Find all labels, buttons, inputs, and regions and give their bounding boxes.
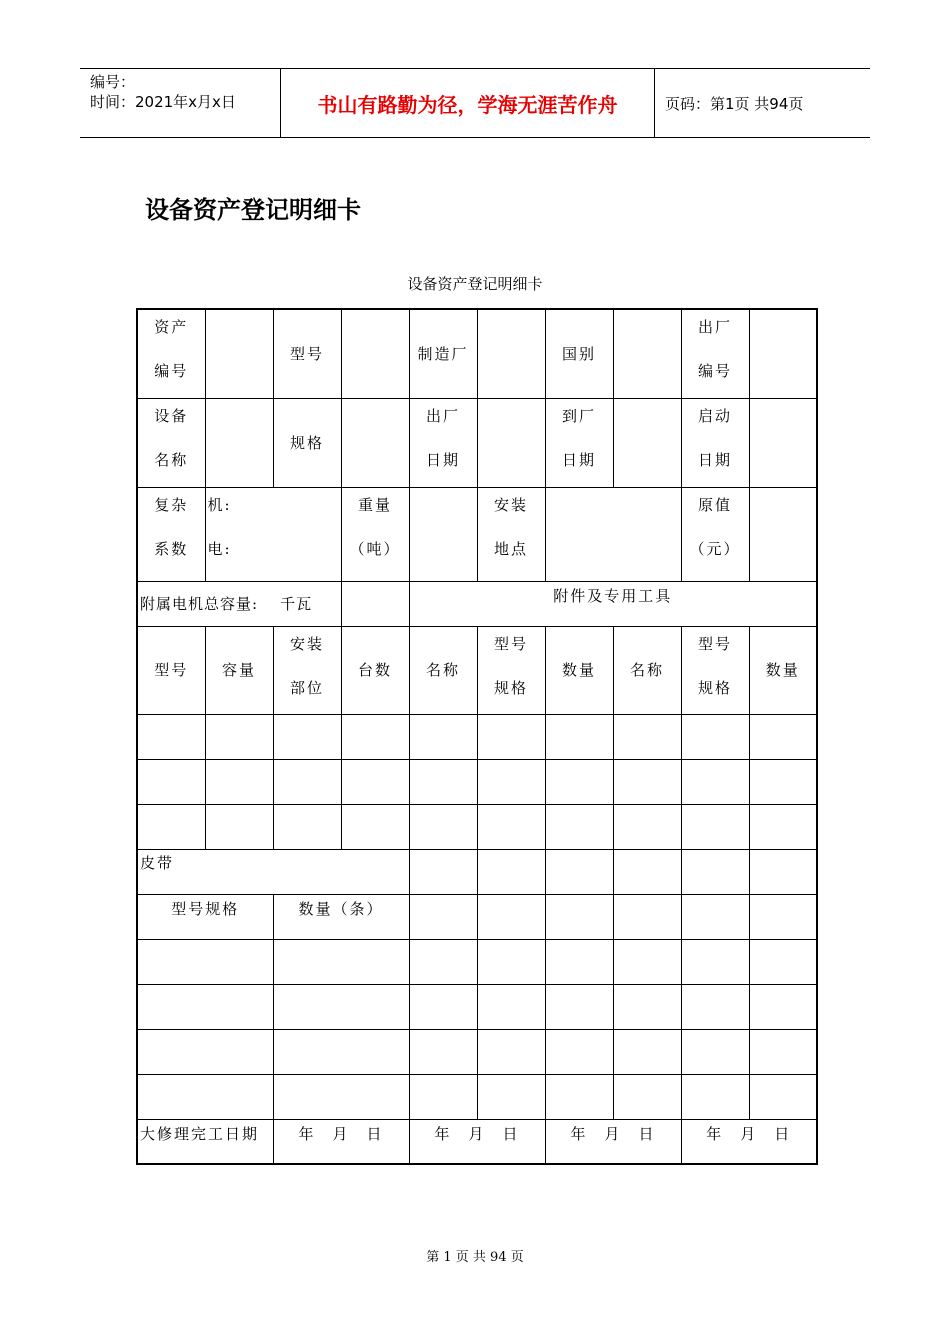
- table-row: [137, 759, 817, 804]
- cell[interactable]: [273, 984, 409, 1029]
- complexity-label: 复杂 系数: [137, 487, 205, 581]
- time-label: 时间：2021年x月x日: [90, 93, 236, 111]
- cell[interactable]: [409, 1074, 477, 1119]
- weight-value[interactable]: [409, 487, 477, 581]
- cell[interactable]: [409, 714, 477, 759]
- overhaul-date-1[interactable]: 年 月 日: [273, 1119, 409, 1164]
- number-label: 编号：: [90, 73, 136, 91]
- col-qty-a: 数量: [545, 626, 613, 714]
- mech-label: 机:: [207, 495, 232, 514]
- cell[interactable]: [749, 1074, 817, 1119]
- cell[interactable]: [477, 714, 545, 759]
- cell[interactable]: [613, 759, 681, 804]
- cell[interactable]: [273, 1029, 409, 1074]
- cell[interactable]: [545, 1074, 613, 1119]
- cell[interactable]: [477, 939, 545, 984]
- cell[interactable]: [477, 804, 545, 849]
- cell[interactable]: [681, 939, 749, 984]
- cell[interactable]: [409, 759, 477, 804]
- header-page-info: 页码：第1页 共94页: [665, 94, 804, 113]
- col-capacity: 容量: [205, 626, 273, 714]
- overhaul-date-4[interactable]: 年 月 日: [681, 1119, 817, 1164]
- location-value[interactable]: [545, 487, 681, 581]
- cell[interactable]: [545, 714, 613, 759]
- cell[interactable]: [613, 939, 681, 984]
- cell[interactable]: [341, 714, 409, 759]
- complexity-value[interactable]: [205, 487, 341, 581]
- belt-qty-header: 数量（条）: [273, 894, 409, 939]
- cell[interactable]: [477, 759, 545, 804]
- belt-label: 皮带: [137, 849, 409, 894]
- cell[interactable]: [613, 804, 681, 849]
- equip-name-value[interactable]: [205, 398, 273, 487]
- cell[interactable]: [205, 714, 273, 759]
- cell[interactable]: [681, 1029, 749, 1074]
- col-name-a: 名称: [409, 626, 477, 714]
- table-row: [137, 1074, 817, 1119]
- table-row: [137, 894, 817, 939]
- table-row: [137, 309, 817, 398]
- ship-date-label: 出厂 日期: [409, 398, 477, 487]
- cell[interactable]: [613, 894, 681, 939]
- cell[interactable]: [477, 894, 545, 939]
- header-motto: 书山有路勤为径，学海无涯苦作舟: [281, 69, 655, 137]
- equip-name-label: 设备 名称: [137, 398, 205, 487]
- col-count: 台数: [341, 626, 409, 714]
- cell[interactable]: [477, 849, 545, 894]
- table-row: [137, 939, 817, 984]
- cell[interactable]: [681, 849, 749, 894]
- factory-no-value[interactable]: [749, 309, 817, 398]
- table-row: [137, 487, 817, 581]
- cell[interactable]: [545, 1029, 613, 1074]
- cell[interactable]: [681, 804, 749, 849]
- spec-label: 规格: [273, 398, 341, 487]
- cell[interactable]: [545, 804, 613, 849]
- asset-no-value[interactable]: [205, 309, 273, 398]
- page-footer: 第 1 页 共 94 页: [426, 1250, 524, 1265]
- cell[interactable]: [477, 1029, 545, 1074]
- cell[interactable]: [273, 714, 341, 759]
- cell[interactable]: [749, 984, 817, 1029]
- cell[interactable]: [545, 759, 613, 804]
- col-model: 型号: [137, 626, 205, 714]
- model-value[interactable]: [341, 309, 409, 398]
- cell[interactable]: [681, 714, 749, 759]
- spec-value[interactable]: [341, 398, 409, 487]
- manufacturer-label: 制造厂: [409, 309, 477, 398]
- table-row: [137, 626, 817, 714]
- table-row: [137, 1029, 817, 1074]
- country-value[interactable]: [613, 309, 681, 398]
- ship-date-value[interactable]: [477, 398, 545, 487]
- cell[interactable]: [749, 1029, 817, 1074]
- cell[interactable]: [613, 714, 681, 759]
- cell[interactable]: [545, 849, 613, 894]
- belt-model-spec-header: 型号规格: [137, 894, 273, 939]
- overhaul-label: 大修理完工日期: [137, 1119, 273, 1164]
- cell[interactable]: [545, 939, 613, 984]
- cell[interactable]: [137, 1029, 273, 1074]
- cell[interactable]: [409, 939, 477, 984]
- col-mount: 安装 部位: [273, 626, 341, 714]
- cell[interactable]: [409, 849, 477, 894]
- cell[interactable]: [681, 894, 749, 939]
- cell[interactable]: [681, 759, 749, 804]
- motor-capacity-label: 附属电机总容量: 千瓦: [137, 581, 341, 626]
- cell[interactable]: [477, 984, 545, 1029]
- col-modelspec-a: 型号 规格: [477, 626, 545, 714]
- cell[interactable]: [137, 984, 273, 1029]
- cell[interactable]: [341, 804, 409, 849]
- accessories-header: 附件及专用工具: [409, 581, 817, 626]
- overhaul-date-3[interactable]: 年 月 日: [545, 1119, 681, 1164]
- cell[interactable]: [545, 984, 613, 1029]
- header-meta: [80, 69, 281, 137]
- model-label: 型号: [273, 309, 341, 398]
- table-row: [137, 849, 817, 894]
- start-date-label: 启动 日期: [681, 398, 749, 487]
- cell[interactable]: [341, 759, 409, 804]
- cell[interactable]: [749, 714, 817, 759]
- table-row: [137, 581, 817, 626]
- table-row: [137, 714, 817, 759]
- cell[interactable]: [681, 1074, 749, 1119]
- location-label: 安装 地点: [477, 487, 545, 581]
- cell[interactable]: [137, 804, 205, 849]
- cell[interactable]: [681, 984, 749, 1029]
- factory-no-label: 出厂 编号: [681, 309, 749, 398]
- cell[interactable]: [205, 759, 273, 804]
- cell[interactable]: [613, 984, 681, 1029]
- cell[interactable]: [613, 1029, 681, 1074]
- cell[interactable]: [137, 759, 205, 804]
- orig-value-value[interactable]: [749, 487, 817, 581]
- orig-value-label: 原值 （元）: [681, 487, 749, 581]
- motor-capacity-value[interactable]: [341, 581, 409, 626]
- cell[interactable]: [409, 984, 477, 1029]
- start-date-value[interactable]: [749, 398, 817, 487]
- cell[interactable]: [205, 804, 273, 849]
- overhaul-date-2[interactable]: 年 月 日: [409, 1119, 545, 1164]
- arrival-date-label: 到厂 日期: [545, 398, 613, 487]
- cell[interactable]: [749, 759, 817, 804]
- table-caption: 设备资产登记明细卡: [407, 275, 543, 293]
- cell[interactable]: [137, 714, 205, 759]
- col-qty-b: 数量: [749, 626, 817, 714]
- arrival-date-value[interactable]: [613, 398, 681, 487]
- cell[interactable]: [409, 894, 477, 939]
- cell[interactable]: [749, 849, 817, 894]
- table-row: [137, 398, 817, 487]
- manufacturer-value[interactable]: [477, 309, 545, 398]
- cell[interactable]: [545, 894, 613, 939]
- asset-registration-table: [136, 308, 818, 1165]
- cell[interactable]: [409, 804, 477, 849]
- table-row: [137, 1119, 817, 1164]
- cell[interactable]: [137, 1074, 273, 1119]
- table-row: [137, 804, 817, 849]
- cell[interactable]: [477, 1074, 545, 1119]
- page-header: [80, 68, 870, 138]
- cell[interactable]: [749, 894, 817, 939]
- cell[interactable]: [749, 939, 817, 984]
- cell[interactable]: [273, 759, 341, 804]
- cell[interactable]: [409, 1029, 477, 1074]
- cell[interactable]: [613, 1074, 681, 1119]
- weight-label: 重量 （吨）: [341, 487, 409, 581]
- cell[interactable]: [749, 804, 817, 849]
- cell[interactable]: [613, 849, 681, 894]
- cell[interactable]: [273, 804, 341, 849]
- elec-label: 电:: [207, 539, 232, 558]
- table-row: [137, 984, 817, 1029]
- col-modelspec-b: 型号 规格: [681, 626, 749, 714]
- document-title: 设备资产登记明细卡: [145, 196, 361, 224]
- kw-label: 千瓦: [280, 594, 313, 613]
- cell[interactable]: [273, 1074, 409, 1119]
- country-label: 国别: [545, 309, 613, 398]
- cell[interactable]: [273, 939, 409, 984]
- asset-no-label: 资产 编号: [137, 309, 205, 398]
- col-name-b: 名称: [613, 626, 681, 714]
- cell[interactable]: [137, 939, 273, 984]
